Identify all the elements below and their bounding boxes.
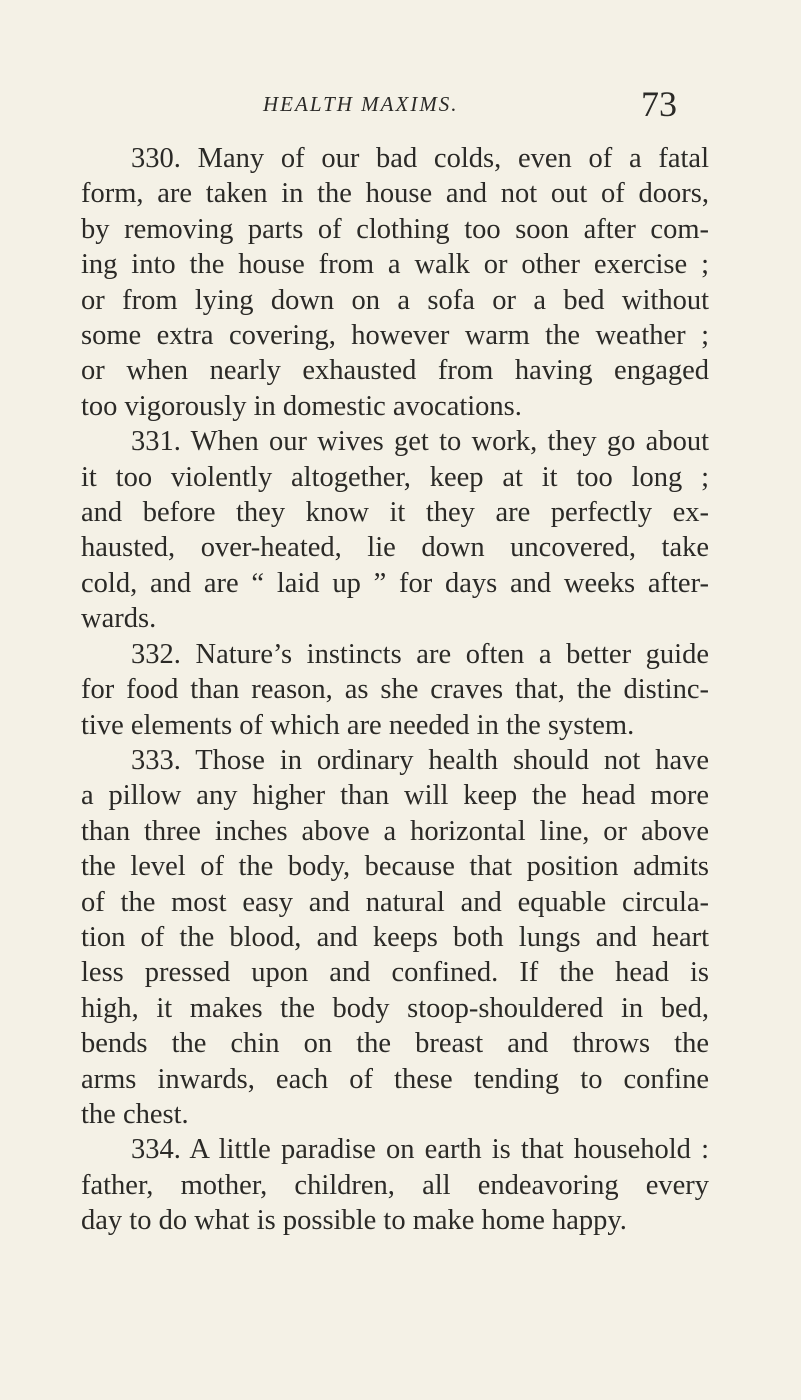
text-line: by removing parts of clothing too soon after com- (81, 213, 709, 245)
text-line: tive elements of which are needed in the system. (81, 709, 635, 741)
text-line: wards. (81, 603, 157, 635)
running-title: HEALTH MAXIMS. (263, 92, 459, 116)
text-line: father, mother, children, all endeavoring every (81, 1169, 709, 1201)
text-line: 333. Those in ordinary health should not have (131, 744, 709, 776)
text-line: tion of the blood, and keeps both lungs and heart (81, 921, 709, 953)
text-line: for food than reason, as she craves that, the distinc- (81, 674, 709, 706)
text-line: day to do what is possible to make home happy. (81, 1205, 627, 1237)
text-line: the level of the body, because that position admits (81, 851, 709, 883)
text-line: a pillow any higher than will keep the head more (81, 780, 709, 812)
text-line: it too violently altogether, keep at it too long ; (81, 461, 709, 493)
text-line: form, are taken in the house and not out of doors, (81, 178, 709, 210)
maxim-333 (81, 743, 709, 1132)
text-line: or when nearly exhausted from having engaged (81, 355, 709, 387)
text-line: 334. A little paradise on earth is that household : (131, 1134, 709, 1166)
maxim-334 (81, 1132, 709, 1238)
body-text (81, 141, 709, 1239)
text-line: 331. When our wives get to work, they go about (131, 426, 709, 458)
text-line: 332. Nature’s instincts are often a better guide (131, 638, 709, 670)
text-line: or from lying down on a sofa or a bed without (81, 284, 709, 316)
page-number: 73 (641, 84, 677, 124)
maxim-332 (81, 637, 709, 743)
text-line: high, it makes the body stoop-shouldered in bed, (81, 992, 709, 1024)
maxim-331 (81, 424, 709, 636)
text-line: than three inches above a horizontal line, or above (81, 815, 709, 847)
text-line: arms inwards, each of these tending to confine (81, 1063, 709, 1095)
text-line: and before they know it they are perfectly ex- (81, 497, 709, 529)
text-line: of the most easy and natural and equable circula- (81, 886, 709, 918)
text-line: cold, and are “ laid up ” for days and weeks after- (81, 567, 709, 599)
text-line: ing into the house from a walk or other exercise ; (81, 249, 709, 281)
text-line: the chest. (81, 1098, 189, 1130)
text-line: too vigorously in domestic avocations. (81, 390, 522, 422)
text-line: some extra covering, however warm the weather ; (81, 320, 709, 352)
running-head (0, 70, 801, 124)
text-line: hausted, over-heated, lie down uncovered, take (81, 532, 709, 564)
text-line: less pressed upon and confined. If the head is (81, 957, 709, 989)
text-line: bends the chin on the breast and throws the (81, 1028, 709, 1060)
maxim-330 (81, 141, 709, 424)
text-line: 330. Many of our bad colds, even of a fatal (131, 143, 709, 174)
